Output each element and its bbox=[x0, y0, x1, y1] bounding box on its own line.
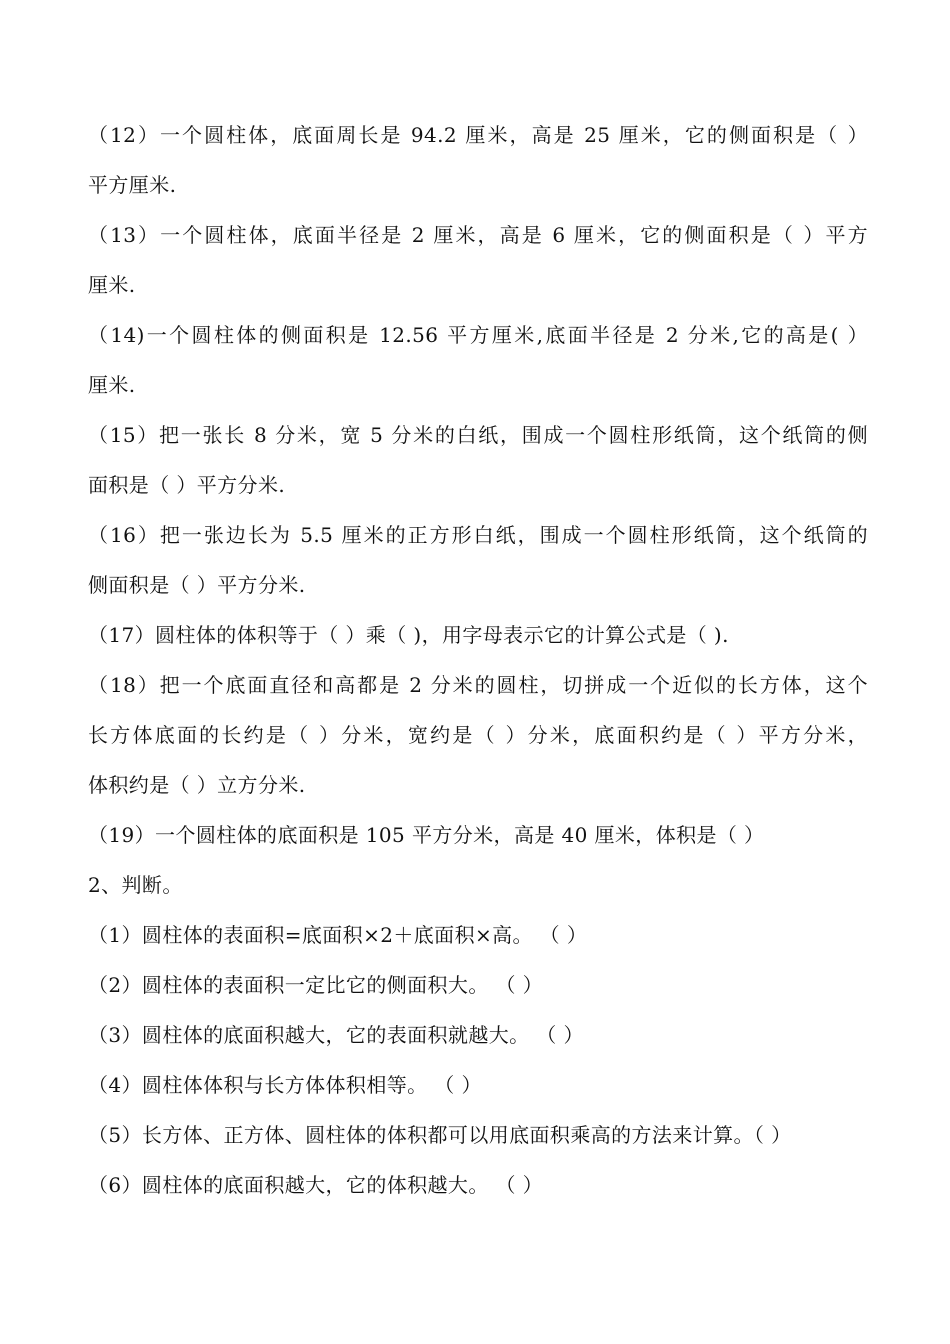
judge-item-5: （5）长方体、正方体、圆柱体的体积都可以用底面积乘高的方法来计算。（ ） bbox=[88, 1123, 792, 1147]
question-13-line-1: （13）一个圆柱体，底面半径是 2 厘米，高是 6 厘米，它的侧面积是（ ）平方 bbox=[88, 223, 868, 247]
question-14-line-2: 厘米. bbox=[88, 373, 136, 397]
judge-item-3: （3）圆柱体的底面积越大，它的表面积就越大。 （ ） bbox=[88, 1023, 584, 1047]
question-18-line-3: 体积约是（ ）立方分米. bbox=[88, 773, 306, 797]
judge-item-6: （6）圆柱体的底面积越大，它的体积越大。 （ ） bbox=[88, 1173, 544, 1197]
question-13-line-2: 厘米. bbox=[88, 273, 136, 297]
document-page bbox=[88, 110, 868, 1210]
question-14-line-1: （14)一个圆柱体的侧面积是 12.56 平方厘米,底面半径是 2 分米,它的高是( ） bbox=[88, 323, 868, 347]
question-12-line-1: （12）一个圆柱体，底面周长是 94.2 厘米，高是 25 厘米，它的侧面积是（ ） bbox=[88, 123, 868, 147]
question-19-line-1: （19）一个圆柱体的底面积是 105 平方分米，高是 40 厘米，体积是（ ） bbox=[88, 823, 765, 847]
question-16-line-1: （16）把一张边长为 5.5 厘米的正方形白纸，围成一个圆柱形纸筒，这个纸筒的 bbox=[88, 523, 868, 547]
question-18-line-1: （18）把一个底面直径和高都是 2 分米的圆柱，切拼成一个近似的长方体，这个 bbox=[88, 673, 868, 697]
question-15-line-1: （15）把一张长 8 分米，宽 5 分米的白纸，围成一个圆柱形纸筒，这个纸筒的侧 bbox=[88, 423, 868, 447]
question-18-line-2: 长方体底面的长约是（ ）分米，宽约是（ ）分米，底面积约是（ ）平方分米， bbox=[88, 723, 868, 747]
judge-item-1: （1）圆柱体的表面积=底面积×2＋底面积×高。 （ ） bbox=[88, 923, 588, 947]
question-17-line-1: （17）圆柱体的体积等于（ ）乘（ )，用字母表示它的计算公式是（ ). bbox=[88, 623, 729, 647]
question-12-line-2: 平方厘米. bbox=[88, 173, 177, 197]
question-16-line-2: 侧面积是（ ）平方分米. bbox=[88, 573, 306, 597]
judge-item-4: （4）圆柱体体积与长方体体积相等。 （ ） bbox=[88, 1073, 482, 1097]
judge-item-2: （2）圆柱体的表面积一定比它的侧面积大。 （ ） bbox=[88, 973, 544, 997]
question-15-line-2: 面积是（ ）平方分米. bbox=[88, 473, 286, 497]
section-2-heading: 2、判断。 bbox=[88, 873, 183, 897]
